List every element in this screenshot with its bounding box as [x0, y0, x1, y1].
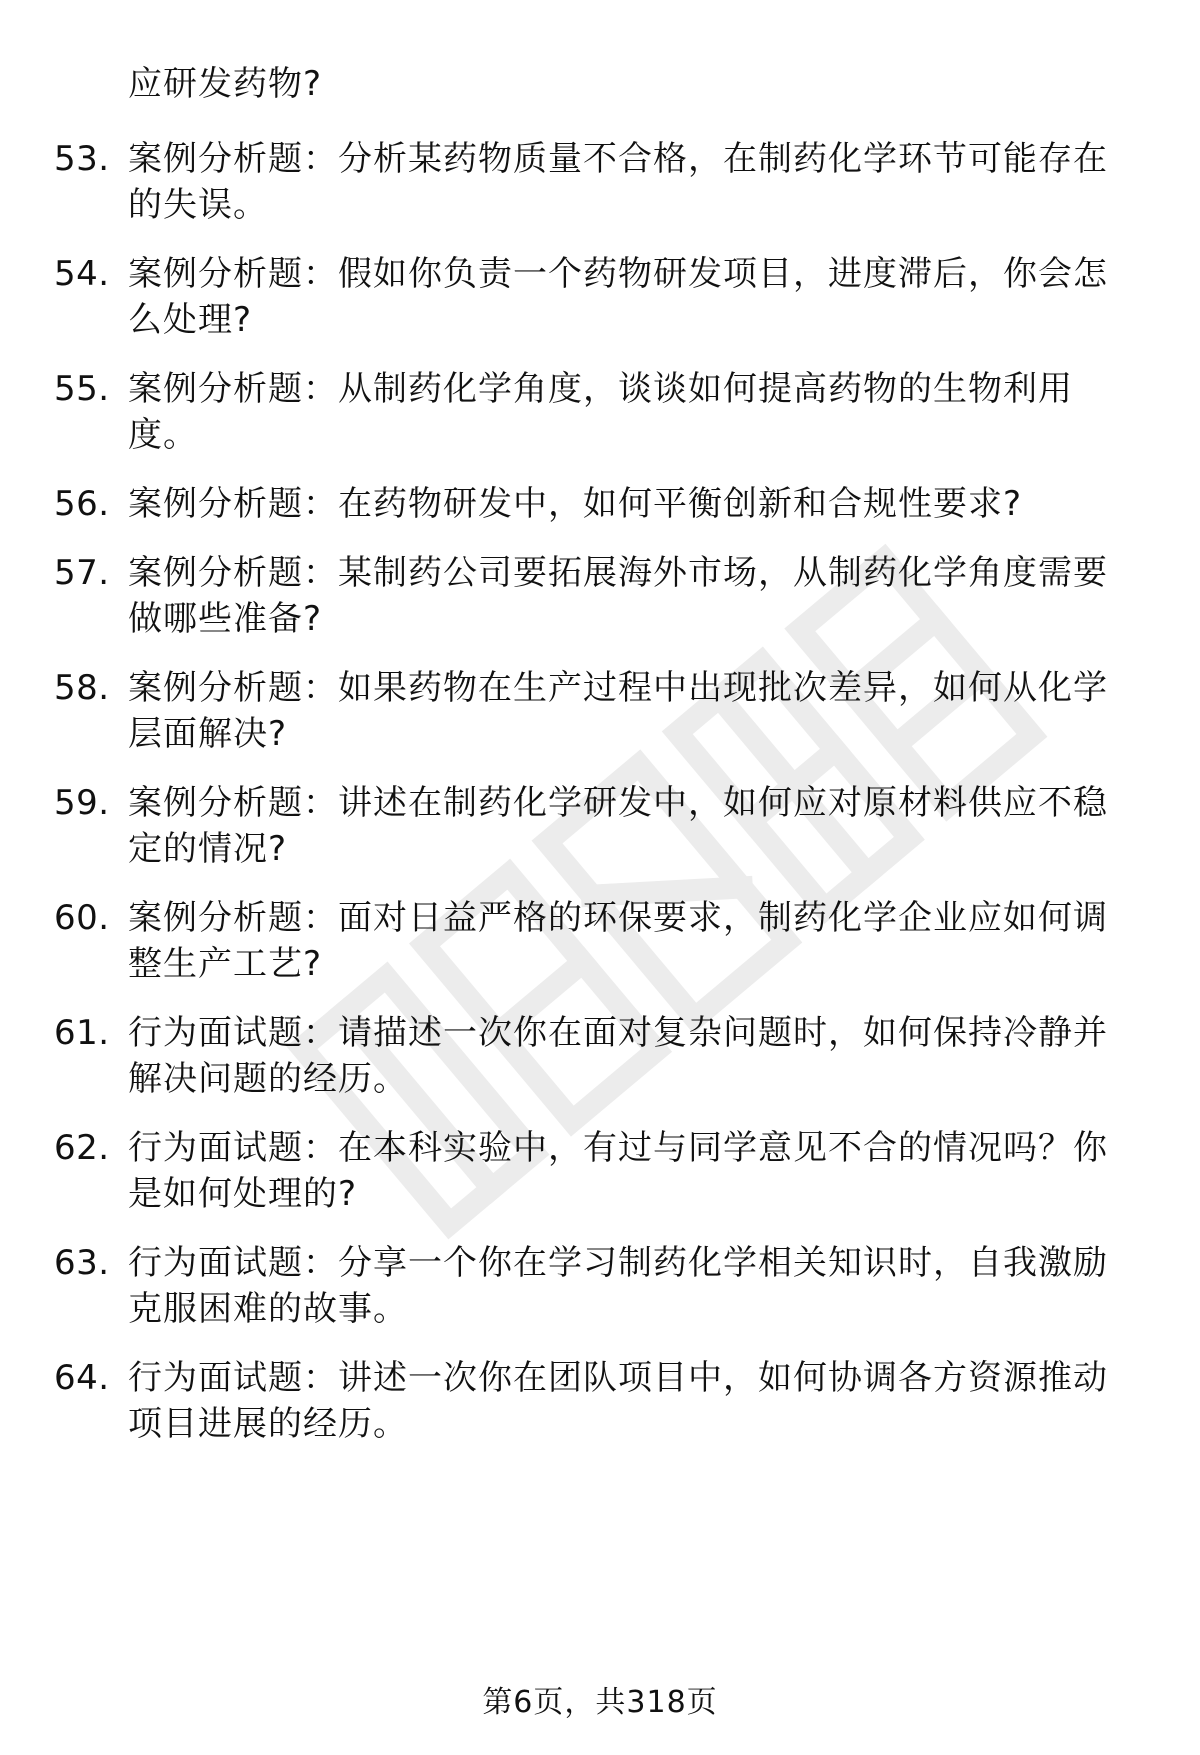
- question-line-2: 层面解决?: [128, 714, 288, 754]
- question-line-1: 案例分析题：在药物研发中，如何平衡创新和合规性要求?: [128, 484, 1023, 524]
- question-line-2: 整生产工艺?: [128, 944, 323, 984]
- question-line-1: 行为面试题：请描述一次你在面对复杂问题时，如何保持冷静并: [128, 1013, 1108, 1053]
- question-line-2: 定的情况?: [128, 829, 288, 869]
- question-number: 63.: [54, 1243, 110, 1283]
- question-line-1: 行为面试题：在本科实验中，有过与同学意见不合的情况吗？你: [128, 1128, 1108, 1168]
- question-number: 54.: [54, 254, 110, 294]
- question-line-1: 行为面试题：分享一个你在学习制药化学相关知识时，自我激励: [128, 1243, 1108, 1283]
- question-text: [128, 780, 1138, 872]
- question-text: [128, 665, 1138, 757]
- question-number: 55.: [54, 369, 110, 409]
- question-line-2: 做哪些准备?: [128, 599, 323, 639]
- question-number: 61.: [54, 1013, 110, 1053]
- question-line-1: 案例分析题：如果药物在生产过程中出现批次差异，如何从化学: [128, 668, 1108, 708]
- question-number: 64.: [54, 1358, 110, 1398]
- question-line-2: 解决问题的经历。: [128, 1059, 408, 1099]
- question-line-1: 行为面试题：讲述一次你在团队项目中，如何协调各方资源推动: [128, 1358, 1108, 1398]
- question-line-1: 案例分析题：某制药公司要拓展海外市场，从制药化学角度需要: [128, 553, 1108, 593]
- question-text: [128, 550, 1138, 642]
- question-line-2: 项目进展的经历。: [128, 1404, 408, 1444]
- question-number: 58.: [54, 668, 110, 708]
- question-number: 56.: [54, 484, 110, 524]
- question-line-1: 案例分析题：面对日益严格的环保要求，制药化学企业应如何调: [128, 898, 1108, 938]
- question-line-1: 案例分析题：分析某药物质量不合格，在制药化学环节可能存在: [128, 139, 1108, 179]
- question-text: [128, 481, 1138, 527]
- question-text: [128, 136, 1138, 228]
- question-line-2: 是如何处理的?: [128, 1174, 358, 1214]
- carryover-text: [128, 61, 1138, 107]
- question-text: [128, 366, 1138, 458]
- question-text: [128, 1240, 1138, 1332]
- question-text: [128, 1355, 1138, 1447]
- question-text: [128, 251, 1138, 343]
- question-text: [128, 1010, 1138, 1102]
- question-line-2: 的失误。: [128, 185, 268, 225]
- page-footer: [0, 1683, 1200, 1723]
- question-line-1: 案例分析题：假如你负责一个药物研发项目，进度滞后，你会怎: [128, 254, 1108, 294]
- page-number-label: 第6页，共318页: [482, 1685, 718, 1720]
- question-text: [128, 1125, 1138, 1217]
- question-number: 62.: [54, 1128, 110, 1168]
- question-line-1: 案例分析题：从制药化学角度，谈谈如何提高药物的生物利用: [128, 369, 1073, 409]
- carryover-line: 应研发药物?: [128, 64, 323, 104]
- question-line-1: 案例分析题：讲述在制药化学研发中，如何应对原材料供应不稳: [128, 783, 1108, 823]
- question-number: 60.: [54, 898, 110, 938]
- question-line-2: 克服困难的故事。: [128, 1289, 408, 1329]
- question-line-2: 么处理?: [128, 300, 253, 340]
- question-number: 59.: [54, 783, 110, 823]
- question-number: 57.: [54, 553, 110, 593]
- question-line-2: 度。: [128, 415, 198, 455]
- question-text: [128, 895, 1138, 987]
- question-number: 53.: [54, 139, 110, 179]
